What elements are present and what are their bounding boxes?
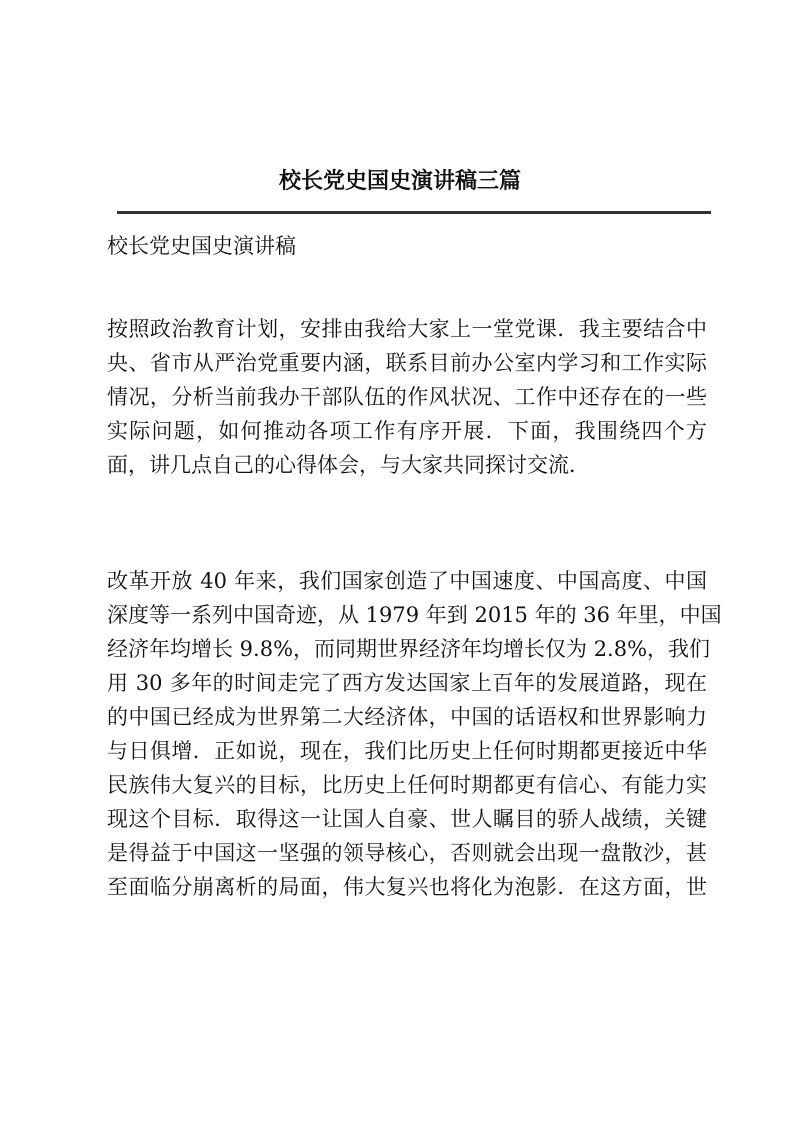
section-subheading: 校长党史国史演讲稿 — [107, 234, 296, 258]
title-divider — [117, 211, 711, 214]
paragraph-line: 的中国已经成为世界第二大经济体，中国的话语权和世界影响力 — [107, 705, 707, 729]
paragraph-line: 实际问题，如何推动各项工作有序开展．下面，我围绕四个方 — [107, 419, 707, 443]
paragraph-line: 经济年均增长 9.8%，而同期世界经济年均增长仅为 2.8%，我们 — [107, 637, 711, 661]
paragraph-line: 按照政治教育计划，安排由我给大家上一堂党课．我主要结合中 — [107, 317, 707, 341]
paragraph-line: 现这个目标．取得这一让国人自豪、世人瞩目的骄人战绩，关键 — [107, 807, 707, 831]
paragraph-2 — [107, 564, 722, 904]
paragraph-line: 是得益于中国这一坚强的领导核心，否则就会出现一盘散沙，甚 — [107, 841, 707, 865]
paragraph-line: 用 30 多年的时间走完了西方发达国家上百年的发展道路，现在 — [107, 671, 707, 695]
paragraph-line: 情况，分析当前我办干部队伍的作风状况、工作中还存在的一些 — [107, 385, 707, 409]
paragraph-line: 与日俱增．正如说，现在，我们比历史上任何时期都更接近中华 — [107, 739, 707, 763]
paragraph-line: 改革开放 40 年来，我们国家创造了中国速度、中国高度、中国 — [107, 569, 707, 593]
paragraph-line: 央、省市从严治党重要内涵，联系目前办公室内学习和工作实际 — [107, 351, 707, 375]
paragraph-line: 深度等一系列中国奇迹，从 1979 年到 2015 年的 36 年里，中国 — [107, 603, 722, 627]
paragraph-line: 面，讲几点自己的心得体会，与大家共同探讨交流． — [107, 453, 590, 477]
document-title: 校长党史国史演讲稿三篇 — [278, 168, 521, 194]
paragraph-line: 至面临分崩离析的局面，伟大复兴也将化为泡影．在这方面，世 — [107, 875, 707, 899]
paragraph-line: 民族伟大复兴的目标，比历史上任何时期都更有信心、有能力实 — [107, 773, 707, 797]
paragraph-1 — [107, 312, 707, 482]
